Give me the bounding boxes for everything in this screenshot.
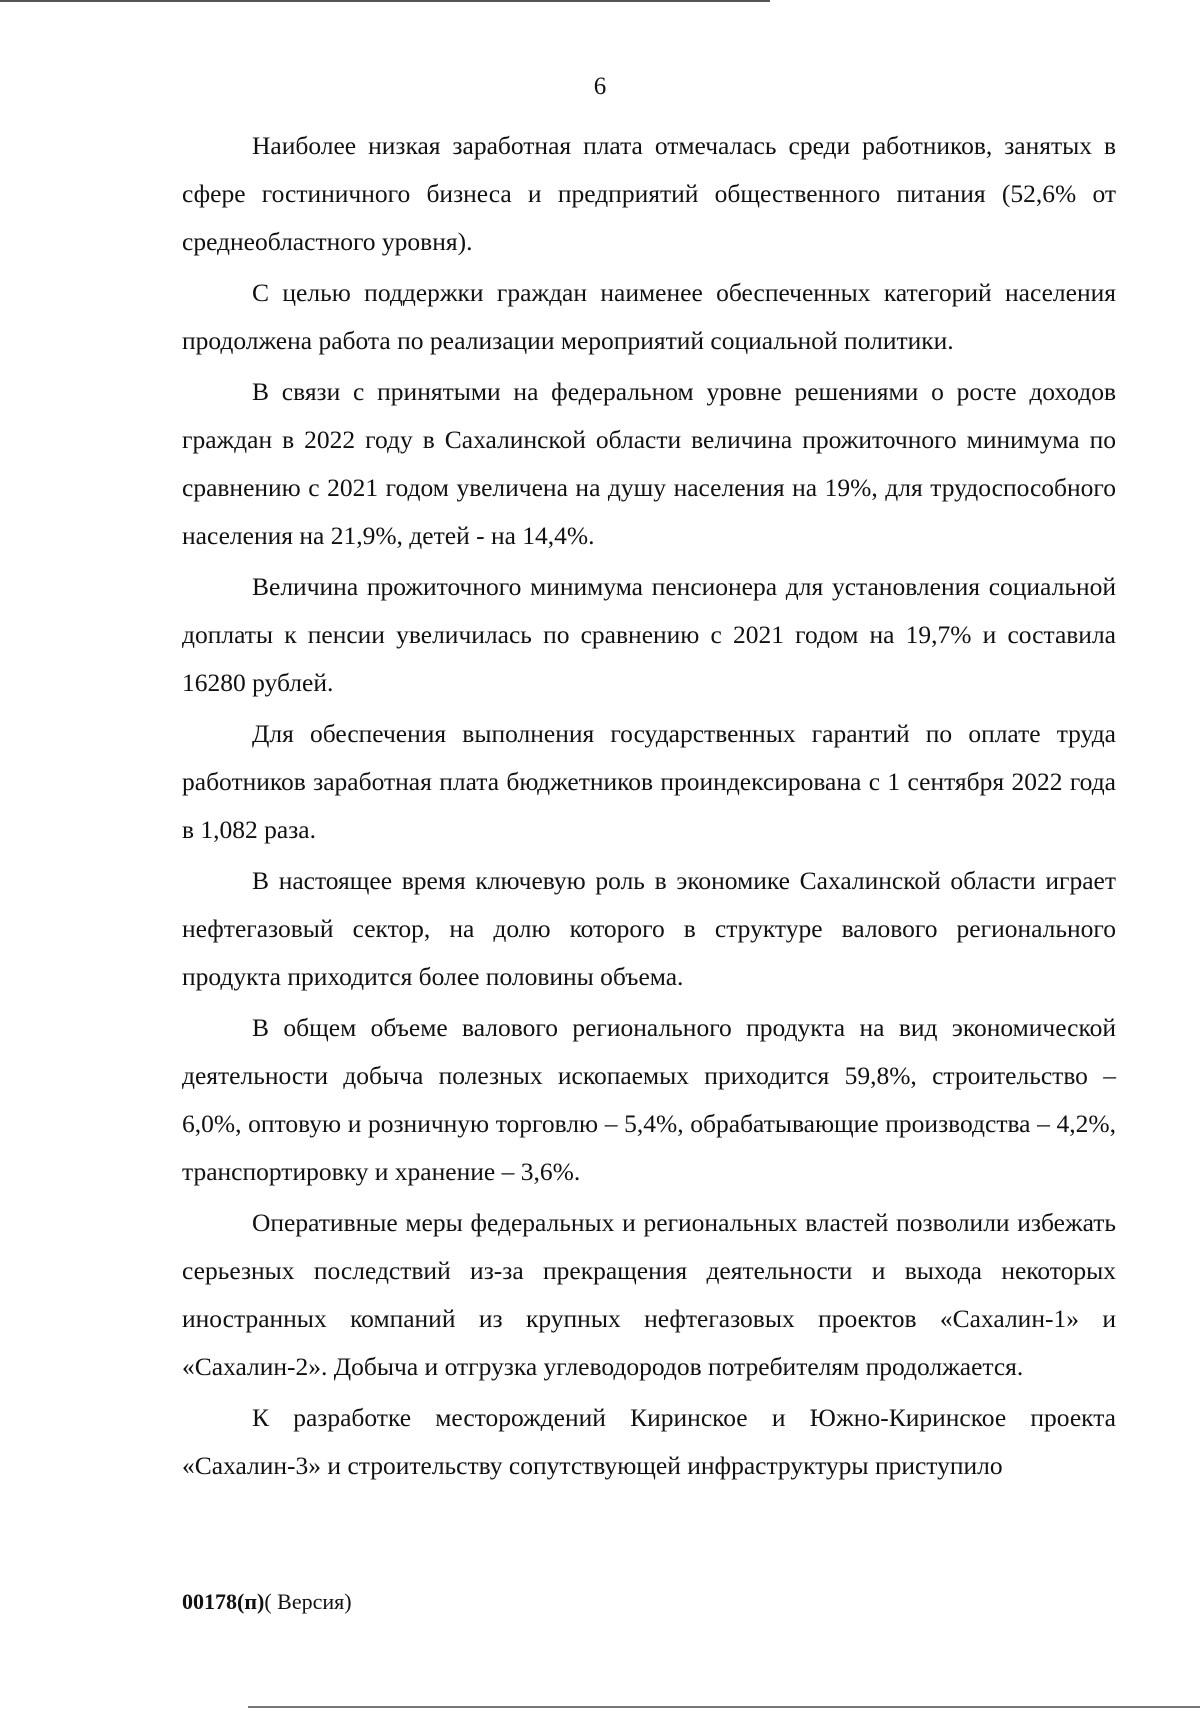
document-code: 00178(п) bbox=[182, 1589, 265, 1614]
paragraph-lowest-wages: Наиболее низкая заработная плата отмечалась среди работников, занятых в сфере гостиничного бизнеса и предприятий общественного питания (52,6% от среднеобластного уровня). bbox=[182, 131, 1116, 256]
paragraph-social-support: С целью поддержки граждан наименее обеспеченных категорий населения продолжена работа по реализации мероприятий социальной политики. bbox=[182, 278, 1116, 355]
document-identifier bbox=[182, 1588, 352, 1616]
paragraph-subsistence-minimum: В связи с принятыми на федеральном уровне решениями о росте доходов граждан в 2022 году в Сахалинской области величина прожиточного минимума по сравнению с 2021 годом увеличена на душу населения на 19%, для трудоспособного населения на 21,9%, детей - на 14,4%. bbox=[182, 377, 1116, 550]
top-edge-rule bbox=[0, 0, 770, 2]
paragraph-grp-structure: В общем объеме валового регионального продукта на вид экономической деятельности добыча полезных ископаемых приходится 59,8%, строительство – 6,0%, оптовую и розничную торговлю – 5,4%, обрабатывающие производства – 4,2%, транспортировку и хранение – 3,6%. bbox=[182, 1013, 1116, 1186]
paragraph-sakhalin-3: К разработке месторождений Киринское и Южно-Киринское проекта «Сахалин-3» и строительству сопутствующей инфраструктуры приступило bbox=[182, 1403, 1116, 1480]
page-number: 6 bbox=[593, 73, 607, 100]
paragraph-oil-gas-sector: В настоящее время ключевую роль в экономике Сахалинской области играет нефтегазовый сектор, на долю которого в структуре валового регионального продукта приходится более половины объема. bbox=[182, 866, 1116, 991]
document-version-label: ( Версия) bbox=[264, 1589, 352, 1614]
bottom-edge-rule bbox=[248, 1706, 1200, 1708]
document-body bbox=[182, 122, 1116, 1490]
paragraph-federal-measures: Оперативные меры федеральных и региональных властей позволили избежать серьезных последствий из-за прекращения деятельности и выхода некоторых иностранных компаний из крупных нефтегазовых проектов «Сахалин-1» и «Сахалин-2». Добыча и отгрузка углеводородов потребителям продолжается. bbox=[182, 1208, 1116, 1381]
paragraph-pensioner-minimum: Величина прожиточного минимума пенсионера для установления социальной доплаты к пенсии увеличилась по сравнению с 2021 годом на 19,7% и составила 16280 рублей. bbox=[182, 572, 1116, 697]
paragraph-wage-indexation: Для обеспечения выполнения государственных гарантий по оплате труда работников заработная плата бюджетников проиндексирована с 1 сентября 2022 года в 1,082 раза. bbox=[182, 719, 1116, 844]
